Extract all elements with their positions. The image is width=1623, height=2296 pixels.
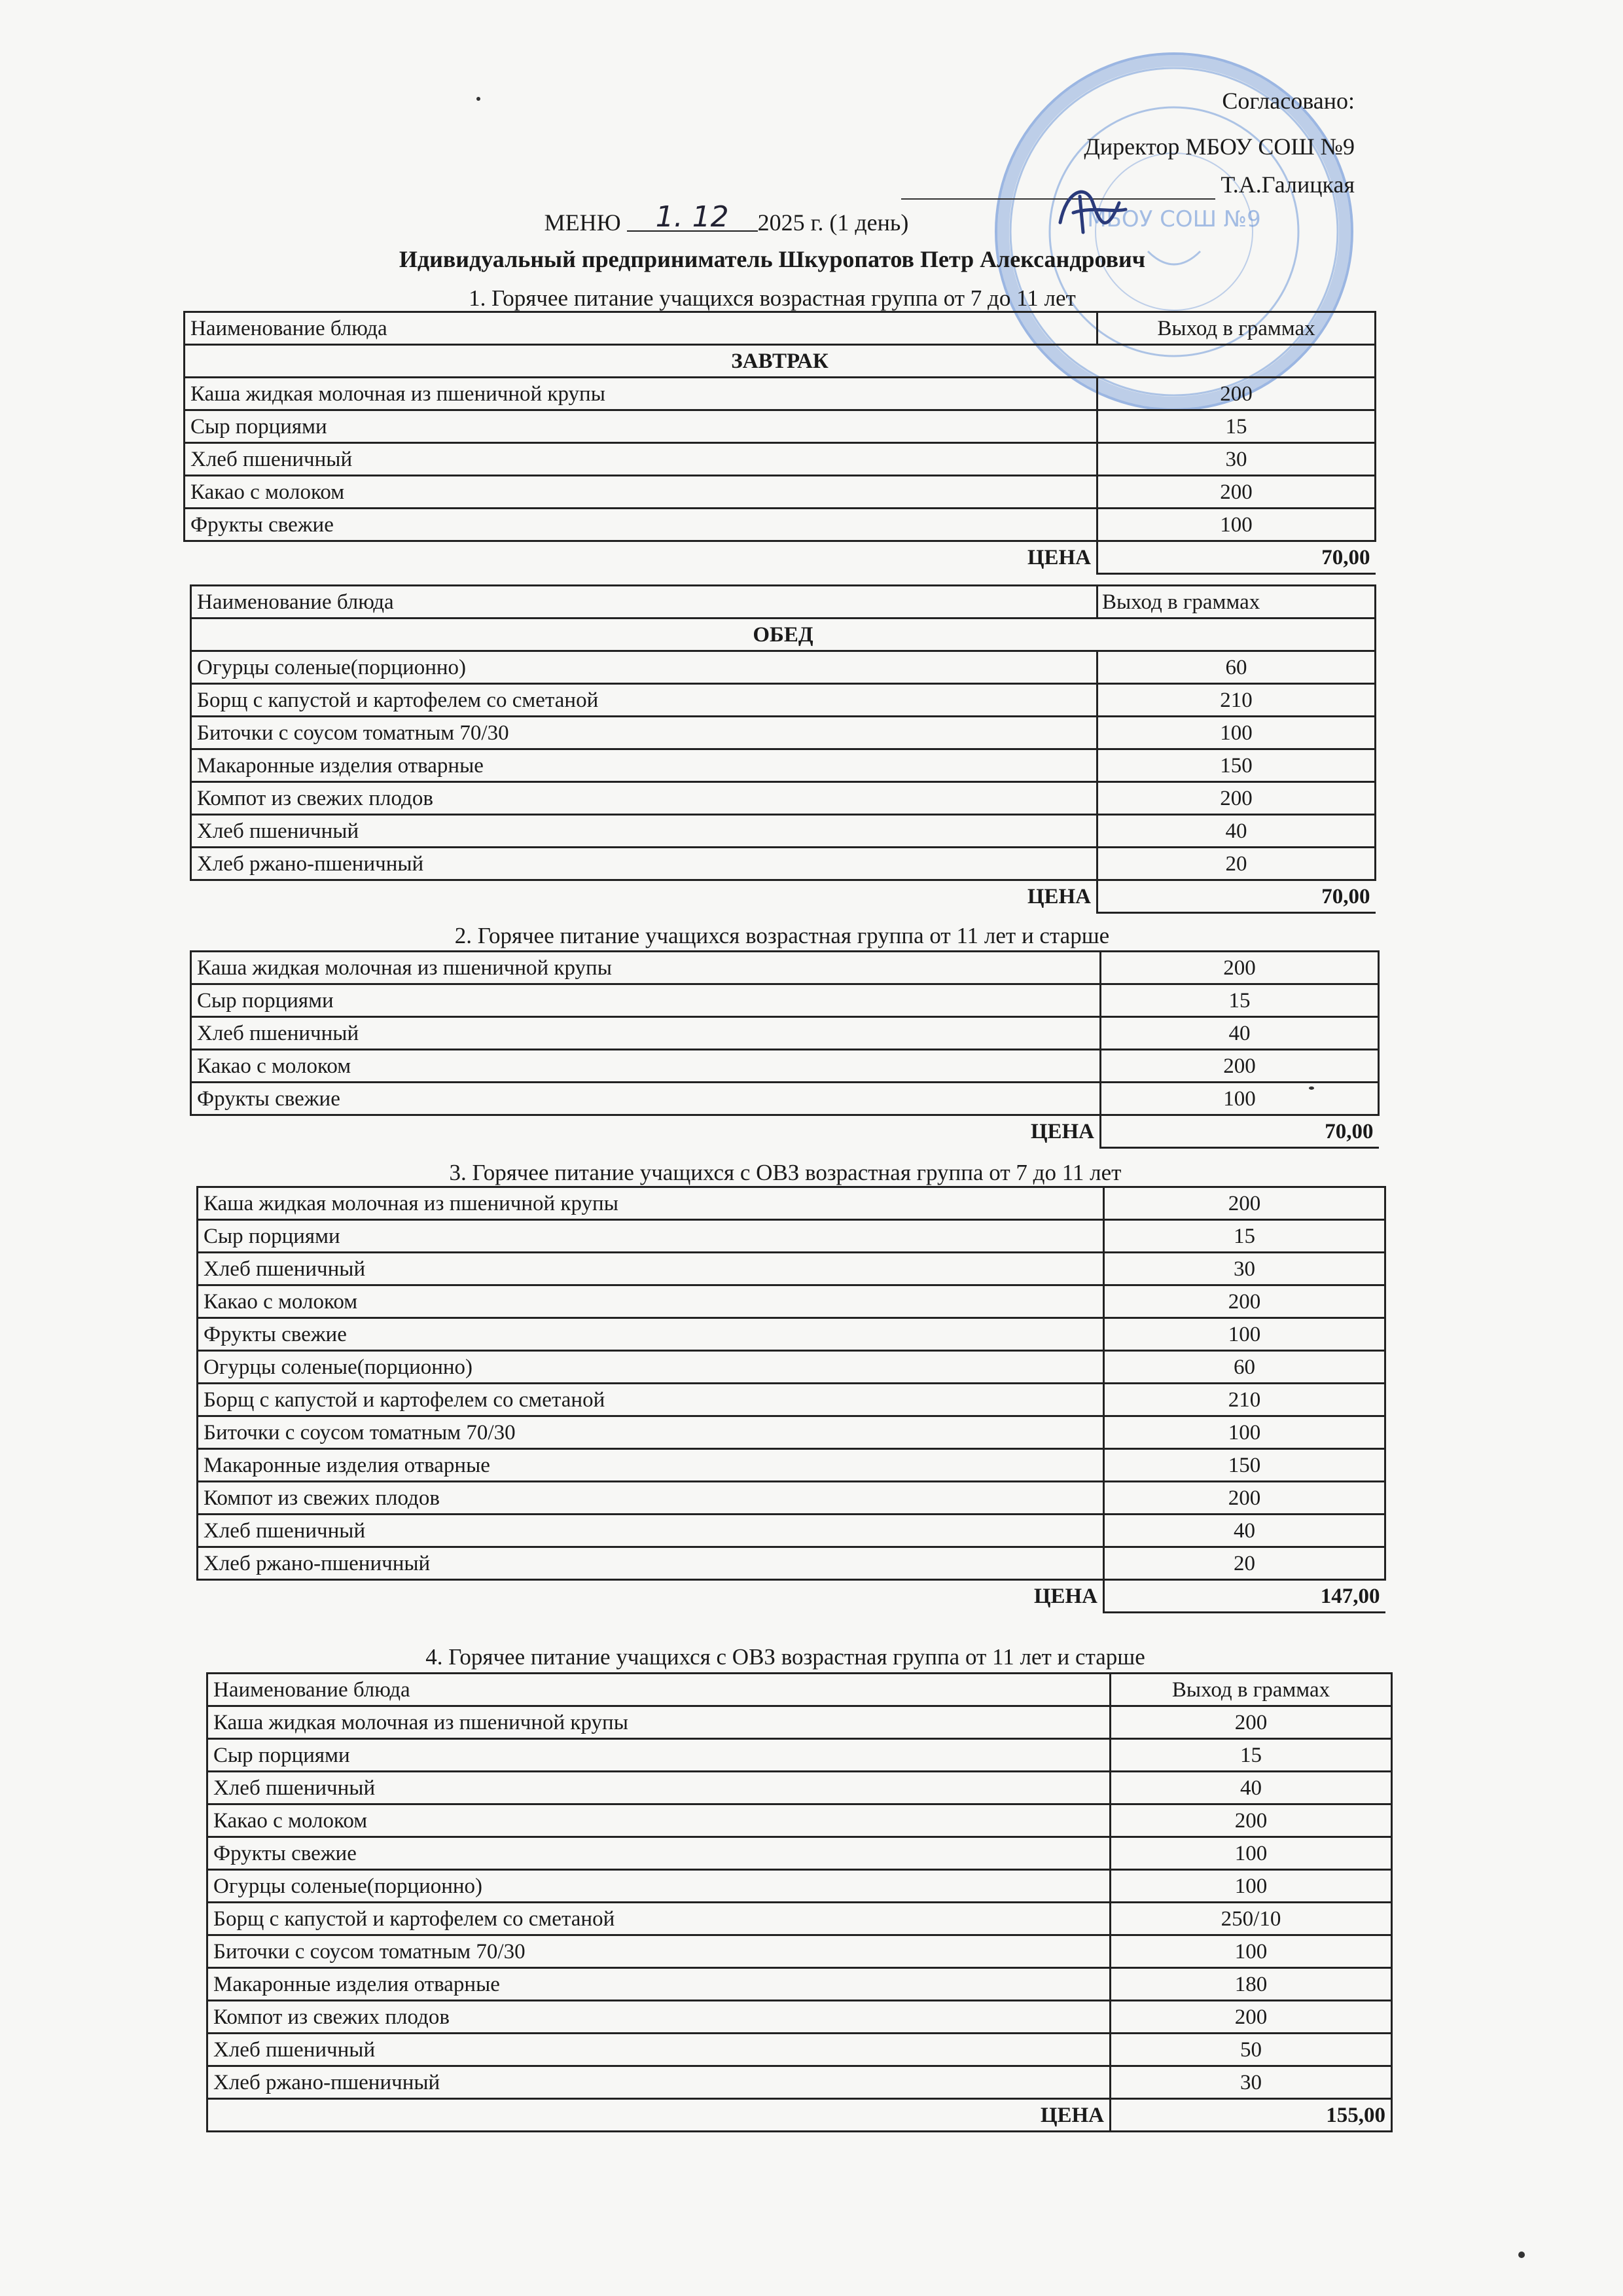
price-row [191, 880, 1376, 913]
dish-name: Борщ с капустой и картофелем со сметаной [191, 684, 1097, 717]
dish-name: Фрукты свежие [207, 1837, 1111, 1870]
price-value: 70,00 [1101, 1115, 1379, 1148]
dish-name: Огурцы соленые(порционно) [191, 651, 1097, 684]
dish-grams: 20 [1097, 848, 1376, 880]
table-row [207, 2034, 1392, 2066]
dish-grams: 200 [1104, 1187, 1385, 1220]
table-row [207, 1935, 1392, 1968]
table-row [191, 952, 1379, 984]
section-1-breakfast-table [183, 311, 1376, 575]
dish-grams: 60 [1104, 1351, 1385, 1384]
dish-name: Огурцы соленые(порционно) [207, 1870, 1111, 1903]
dish-name: Сыр порциями [198, 1220, 1104, 1253]
column-header-grams: Выход в граммах [1097, 312, 1376, 345]
dish-name: Каша жидкая молочная из пшеничной крупы [207, 1706, 1111, 1739]
table-row [207, 1837, 1392, 1870]
dish-name: Сыр порциями [185, 410, 1097, 443]
price-value: 70,00 [1097, 880, 1376, 913]
dish-name: Борщ с капустой и картофелем со сметаной [198, 1384, 1104, 1416]
table-row [191, 984, 1379, 1017]
table-row [207, 1706, 1392, 1739]
price-row [207, 2099, 1392, 2132]
dish-grams: 200 [1097, 782, 1376, 815]
dish-grams: 50 [1111, 2034, 1392, 2066]
dish-grams: 20 [1104, 1547, 1385, 1580]
dish-grams: 15 [1101, 984, 1379, 1017]
price-label: ЦЕНА [207, 2099, 1111, 2132]
dish-name: Макаронные изделия отварные [191, 749, 1097, 782]
price-label: ЦЕНА [198, 1580, 1104, 1613]
meal-label: ЗАВТРАК [185, 345, 1376, 378]
dish-grams: 200 [1101, 952, 1379, 984]
dish-name: Биточки с соусом томатным 70/30 [191, 717, 1097, 749]
dish-grams: 40 [1104, 1515, 1385, 1547]
dish-name: Макаронные изделия отварные [198, 1449, 1104, 1482]
dish-grams: 200 [1097, 378, 1376, 410]
table-row [207, 1804, 1392, 1837]
section-1-lunch-table [190, 584, 1376, 914]
dish-name: Компот из свежих плодов [191, 782, 1097, 815]
dish-grams: 100 [1101, 1083, 1379, 1115]
dish-name: Компот из свежих плодов [198, 1482, 1104, 1515]
table-row [207, 1968, 1392, 2001]
director-name: Т.А.Галицкая [1221, 171, 1355, 198]
dish-name: Биточки с соусом томатным 70/30 [198, 1416, 1104, 1449]
table-row [185, 509, 1376, 541]
dish-grams: 40 [1111, 1772, 1392, 1804]
dish-grams: 30 [1097, 443, 1376, 476]
section-2-title: 2. Горячее питание учащихся возрастная группа от 11 лет и старше [454, 923, 1110, 948]
table-row [198, 1449, 1385, 1482]
table-header-row [185, 312, 1376, 345]
dish-grams: 200 [1101, 1050, 1379, 1083]
price-label: ЦЕНА [185, 541, 1097, 574]
section-4-rows [207, 1706, 1392, 2099]
column-header-name: Наименование блюда [185, 312, 1097, 345]
table-row [191, 848, 1376, 880]
dish-grams: 100 [1104, 1318, 1385, 1351]
dish-name: Хлеб пшеничный [198, 1515, 1104, 1547]
table-row [207, 2001, 1392, 2034]
dish-name: Компот из свежих плодов [207, 2001, 1111, 2034]
table-row [191, 651, 1376, 684]
dish-grams: 200 [1111, 2001, 1392, 2034]
dish-name: Каша жидкая молочная из пшеничной крупы [185, 378, 1097, 410]
dish-grams: 200 [1104, 1285, 1385, 1318]
table-row [198, 1318, 1385, 1351]
table-row [198, 1253, 1385, 1285]
table-row [191, 1083, 1379, 1115]
document-header [0, 200, 1623, 273]
table-row [198, 1285, 1385, 1318]
meal-label: ОБЕД [191, 619, 1376, 651]
column-header-grams: Выход в граммах [1111, 1674, 1392, 1706]
table-row [198, 1515, 1385, 1547]
table-row [207, 1870, 1392, 1903]
table-row [191, 1017, 1379, 1050]
dish-name: Хлеб ржано-пшеничный [207, 2066, 1111, 2099]
table-row [198, 1351, 1385, 1384]
dish-name: Фрукты свежие [191, 1083, 1101, 1115]
price-row [185, 541, 1376, 574]
dish-name: Фрукты свежие [198, 1318, 1104, 1351]
scan-speck [476, 97, 480, 101]
dish-name: Хлеб пшеничный [207, 2034, 1111, 2066]
price-row [198, 1580, 1385, 1613]
handwritten-date: 1. 12 [627, 204, 758, 232]
dish-grams: 40 [1097, 815, 1376, 848]
dish-name: Хлеб ржано-пшеничный [191, 848, 1097, 880]
price-value: 155,00 [1111, 2099, 1392, 2132]
dish-name: Каша жидкая молочная из пшеничной крупы [198, 1187, 1104, 1220]
scan-speck [1518, 2251, 1525, 2258]
table-header-row [207, 1674, 1392, 1706]
dish-name: Какао с молоком [191, 1050, 1101, 1083]
dish-name: Биточки с соусом томатным 70/30 [207, 1935, 1111, 1968]
dish-name: Хлеб пшеничный [207, 1772, 1111, 1804]
dish-grams: 30 [1104, 1253, 1385, 1285]
price-row [191, 1115, 1379, 1148]
menu-label: МЕНЮ [544, 209, 621, 236]
section-4-table [206, 1672, 1393, 2132]
dish-grams: 200 [1097, 476, 1376, 509]
table-row [191, 1050, 1379, 1083]
dish-grams: 210 [1104, 1384, 1385, 1416]
dish-grams: 200 [1104, 1482, 1385, 1515]
dish-grams: 15 [1097, 410, 1376, 443]
column-header-grams: Выход в граммах [1097, 586, 1376, 619]
table-row [207, 1772, 1392, 1804]
column-header-name: Наименование блюда [207, 1674, 1111, 1706]
table-row [191, 815, 1376, 848]
table-row [198, 1220, 1385, 1253]
table-row [207, 2066, 1392, 2099]
dish-grams: 100 [1111, 1935, 1392, 1968]
breakfast-rows [185, 378, 1376, 541]
section-2-table [190, 950, 1380, 1149]
table-header-row [191, 586, 1376, 619]
price-value: 70,00 [1097, 541, 1376, 574]
dish-name: Какао с молоком [207, 1804, 1111, 1837]
table-row [198, 1384, 1385, 1416]
approval-caption: Согласовано: [1222, 88, 1355, 114]
dish-name: Огурцы соленые(порционно) [198, 1351, 1104, 1384]
price-label: ЦЕНА [191, 880, 1097, 913]
dish-name: Сыр порциями [191, 984, 1101, 1017]
table-row [191, 684, 1376, 717]
table-row [191, 717, 1376, 749]
dish-grams: 150 [1104, 1449, 1385, 1482]
table-row [185, 410, 1376, 443]
dish-grams: 100 [1097, 717, 1376, 749]
dish-grams: 210 [1097, 684, 1376, 717]
table-row [191, 749, 1376, 782]
dish-grams: 30 [1111, 2066, 1392, 2099]
dish-grams: 150 [1097, 749, 1376, 782]
table-row [207, 1739, 1392, 1772]
dish-grams: 100 [1111, 1837, 1392, 1870]
dish-grams: 60 [1097, 651, 1376, 684]
price-value: 147,00 [1104, 1580, 1385, 1613]
dish-name: Хлеб пшеничный [191, 815, 1097, 848]
dish-name: Макаронные изделия отварные [207, 1968, 1111, 2001]
table-row [185, 476, 1376, 509]
director-title: Директор МБОУ СОШ №9 [1084, 134, 1355, 160]
section-3-title: 3. Горячее питание учащихся с ОВЗ возрастная группа от 7 до 11 лет [449, 1160, 1122, 1185]
table-row [198, 1547, 1385, 1580]
lunch-rows [191, 651, 1376, 880]
dish-name: Сыр порциями [207, 1739, 1111, 1772]
table-row [185, 443, 1376, 476]
price-label: ЦЕНА [191, 1115, 1101, 1148]
dish-grams: 200 [1111, 1804, 1392, 1837]
dish-grams: 40 [1101, 1017, 1379, 1050]
dish-grams: 100 [1111, 1870, 1392, 1903]
scan-speck [1309, 1086, 1314, 1090]
dish-grams: 100 [1104, 1416, 1385, 1449]
dish-name: Хлеб пшеничный [185, 443, 1097, 476]
section-2-rows [191, 952, 1379, 1115]
dish-grams: 15 [1111, 1739, 1392, 1772]
table-row [198, 1416, 1385, 1449]
menu-date-suffix: 2025 г. (1 день) [757, 209, 909, 236]
dish-grams: 180 [1111, 1968, 1392, 2001]
section-4-title: 4. Горячее питание учащихся с ОВЗ возрастная группа от 11 лет и старше [425, 1644, 1145, 1670]
dish-name: Хлеб ржано-пшеничный [198, 1547, 1104, 1580]
meal-header-row [191, 619, 1376, 651]
dish-name: Каша жидкая молочная из пшеничной крупы [191, 952, 1101, 984]
table-row [185, 378, 1376, 410]
menu-title [544, 200, 909, 236]
section-1-title: 1. Горячее питание учащихся возрастная группа от 7 до 11 лет [469, 285, 1076, 311]
company-name: Идивидуальный предприниматель Шкуропатов Петр Александрович [399, 246, 1146, 272]
dish-name: Фрукты свежие [185, 509, 1097, 541]
dish-grams: 100 [1097, 509, 1376, 541]
table-row [207, 1903, 1392, 1935]
section-3-table [196, 1186, 1386, 1613]
dish-name: Какао с молоком [198, 1285, 1104, 1318]
dish-grams: 200 [1111, 1706, 1392, 1739]
meal-header-row [185, 345, 1376, 378]
table-row [198, 1187, 1385, 1220]
section-3-rows [198, 1187, 1385, 1580]
column-header-name: Наименование блюда [191, 586, 1097, 619]
dish-name: Хлеб пшеничный [198, 1253, 1104, 1285]
dish-name: Какао с молоком [185, 476, 1097, 509]
dish-name: Хлеб пшеничный [191, 1017, 1101, 1050]
table-row [198, 1482, 1385, 1515]
dish-grams: 250/10 [1111, 1903, 1392, 1935]
svg-text:МБОУ СОШ №9: МБОУ СОШ №9 [1087, 206, 1261, 232]
dish-name: Борщ с капустой и картофелем со сметаной [207, 1903, 1111, 1935]
table-row [191, 782, 1376, 815]
dish-grams: 15 [1104, 1220, 1385, 1253]
